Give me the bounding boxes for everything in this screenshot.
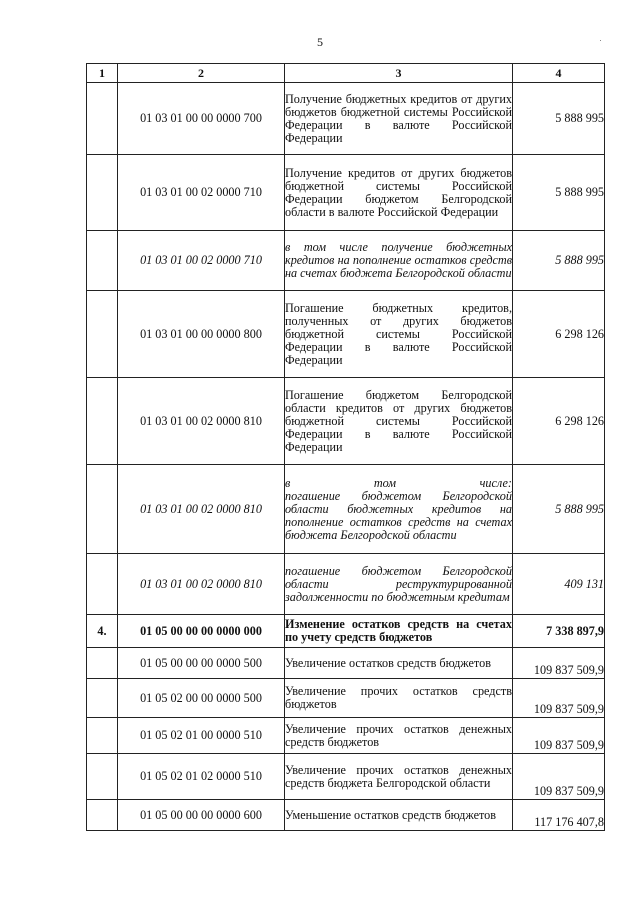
table-row (87, 718, 605, 754)
scan-mark (600, 40, 601, 41)
row-number: 4. (87, 615, 118, 648)
row-amount: 5 888 995 (513, 155, 605, 231)
row-number (87, 378, 118, 465)
description-intro: в том числе: (285, 475, 512, 490)
row-number (87, 231, 118, 291)
table-row (87, 465, 605, 554)
row-description: Изменение остатков средств на счетах по учету средств бюджетов (285, 615, 513, 648)
row-description: Увеличение прочих остатков средств бюджетов (285, 679, 513, 718)
row-description: в том числе получение бюджетных кредитов на пополнение остатков средств на счетах бюджета Белгородской области (285, 231, 513, 291)
row-amount: 7 338 897,9 (513, 615, 605, 648)
row-amount: 117 176 407,8 (513, 800, 605, 831)
table-row (87, 378, 605, 465)
row-amount: 109 837 509,9 (513, 718, 605, 754)
budget-code: 01 05 02 01 02 0000 510 (118, 754, 285, 800)
row-amount: 5 888 995 (513, 231, 605, 291)
row-description: Погашение бюджетом Белгородской области кредитов от других бюджетов бюджетной системы Российской Федерации в валюте Российской Федерации (285, 378, 513, 465)
budget-code: 01 03 01 00 02 0000 710 (118, 231, 285, 291)
row-description: Погашение бюджетных кредитов, полученных от других бюджетов бюджетной системы Российской Федерации в валюте Российской Федерации (285, 291, 513, 378)
row-number (87, 648, 118, 679)
table-row (87, 231, 605, 291)
row-number (87, 291, 118, 378)
budget-code: 01 03 01 00 02 0000 710 (118, 155, 285, 231)
row-amount: 6 298 126 (513, 378, 605, 465)
row-description: Увеличение прочих остатков денежных средств бюджетов (285, 718, 513, 754)
row-description: Получение кредитов от других бюджетов бюджетной системы Российской Федерации бюджетом Белгородской области в валюте Российской Федерации (285, 155, 513, 231)
row-number (87, 83, 118, 155)
row-amount: 6 298 126 (513, 291, 605, 378)
description-text: погашение бюджетом Белгородской области бюджетных кредитов на пополнение остатков средств на счетах бюджета Белгородской области (285, 488, 512, 542)
header-col-3: 3 (285, 64, 513, 83)
budget-code: 01 05 02 01 00 0000 510 (118, 718, 285, 754)
row-number (87, 679, 118, 718)
budget-code: 01 03 01 00 02 0000 810 (118, 378, 285, 465)
row-description: погашение бюджетом Белгородской области реструктурированной задолженности по бюджетным кредитам (285, 554, 513, 615)
table-row (87, 800, 605, 831)
row-description: Получение бюджетных кредитов от других бюджетов бюджетной системы Российской Федерации в валюте Российской Федерации (285, 83, 513, 155)
row-description: Увеличение остатков средств бюджетов (285, 648, 513, 679)
header-col-4: 4 (513, 64, 605, 83)
row-amount: 109 837 509,9 (513, 754, 605, 800)
row-description: Уменьшение остатков средств бюджетов (285, 800, 513, 831)
budget-code: 01 03 01 00 02 0000 810 (118, 465, 285, 554)
row-amount: 5 888 995 (513, 83, 605, 155)
budget-sources-table (86, 63, 605, 831)
row-number (87, 554, 118, 615)
budget-code: 01 05 02 00 00 0000 500 (118, 679, 285, 718)
row-number (87, 718, 118, 754)
table-row (87, 554, 605, 615)
table-row (87, 155, 605, 231)
row-amount: 109 837 509,9 (513, 679, 605, 718)
budget-code: 01 03 01 00 00 0000 800 (118, 291, 285, 378)
table-header-row (87, 64, 605, 83)
row-number (87, 465, 118, 554)
table-row (87, 291, 605, 378)
budget-code: 01 05 00 00 00 0000 500 (118, 648, 285, 679)
budget-code: 01 03 01 00 02 0000 810 (118, 554, 285, 615)
budget-code: 01 05 00 00 00 0000 600 (118, 800, 285, 831)
row-description: Увеличение прочих остатков денежных средств бюджета Белгородской области (285, 754, 513, 800)
row-number (87, 754, 118, 800)
row-amount: 109 837 509,9 (513, 648, 605, 679)
budget-code: 01 05 00 00 00 0000 000 (118, 615, 285, 648)
table-row (87, 615, 605, 648)
table-row (87, 83, 605, 155)
budget-code: 01 03 01 00 00 0000 700 (118, 83, 285, 155)
page-number: 5 (317, 35, 323, 49)
table-row (87, 679, 605, 718)
header-col-2: 2 (118, 64, 285, 83)
header-col-1: 1 (87, 64, 118, 83)
table-row (87, 754, 605, 800)
row-number (87, 155, 118, 231)
row-amount: 409 131 (513, 554, 605, 615)
table-row (87, 648, 605, 679)
row-number (87, 800, 118, 831)
row-description (285, 465, 513, 554)
row-amount: 5 888 995 (513, 465, 605, 554)
